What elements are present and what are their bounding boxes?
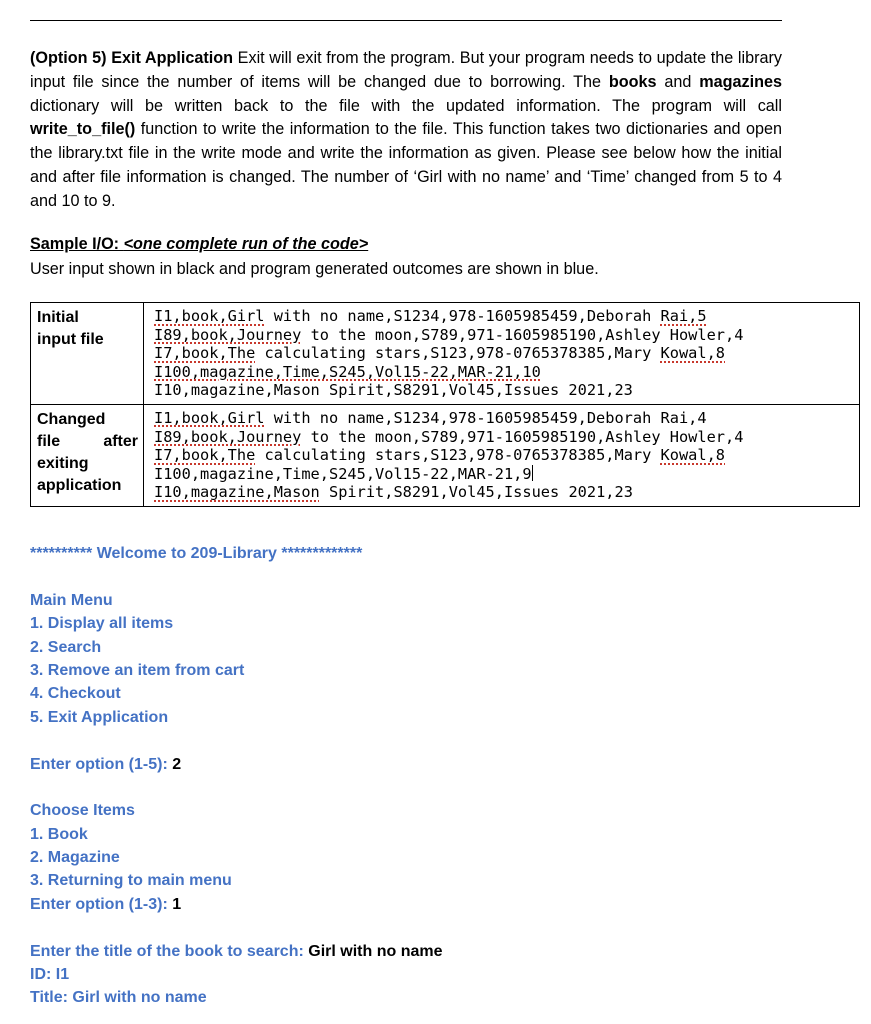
enter-option-input: 2	[172, 755, 182, 773]
changed-row	[31, 404, 860, 506]
changed-label-line2	[37, 431, 138, 453]
file-line-segment: I7,book,The	[154, 344, 256, 363]
file-line	[154, 465, 859, 484]
spacer	[30, 916, 442, 939]
changed-file-content	[144, 404, 860, 506]
file-line	[154, 428, 859, 447]
option5-paragraph	[30, 47, 782, 214]
file-line-segment: with no name,S1234,978-1605985459,Deborah	[264, 307, 661, 325]
file-line	[154, 307, 859, 326]
file-line	[154, 326, 859, 345]
option5-label: (Option 5) Exit Application	[30, 49, 234, 67]
sample-io-heading	[30, 233, 368, 257]
file-line-segment: Kowal,8	[660, 446, 725, 465]
file-line-segment: I7,book,The	[154, 446, 256, 465]
spacer	[30, 565, 442, 588]
file-line	[154, 344, 859, 363]
welcome-banner: ********** Welcome to 209-Library *************	[30, 545, 363, 562]
choose-item: 3. Returning to main menu	[30, 872, 232, 890]
paragraph-text-4: function to write the information to the file. This function takes two dictionaries and open the library.txt file in the write mode and write the information as given. Please see below how the initial and after file information is changed. The number of ‘Girl with no name’ and ‘Time’ changed from 5 to 4 and 10 to 9.	[30, 120, 782, 210]
sample-io-note: User input shown in black and program generated outcomes are shown in blue.	[30, 260, 599, 278]
changed-label-file: file	[37, 432, 61, 450]
file-line-segment: I89,book,Journey	[154, 427, 302, 446]
changed-label-line4: application	[37, 476, 122, 494]
choose-items-title: Choose Items	[30, 802, 135, 820]
title-search-input: Girl with no name	[308, 942, 443, 960]
file-line	[154, 483, 859, 502]
file-line-segment: I10,magazine,Mason	[154, 483, 320, 502]
file-line-segment: I1,book,Girl	[154, 307, 265, 325]
file-line-segment: I89,book,Journey	[154, 325, 302, 344]
initial-label	[31, 303, 144, 405]
changed-label	[31, 404, 144, 506]
initial-label-line1: Initial	[37, 309, 79, 326]
spacer	[30, 729, 442, 752]
file-line-segment: I10,magazine,Mason Spirit,S8291,Vol45,Issues 2021,23	[154, 381, 633, 400]
initial-file-content	[144, 303, 860, 405]
file-line-segment: with no name,S1234,978-1605985459,Deborah Rai,4	[264, 408, 707, 427]
file-line-segment: calculating stars,S123,978-0765378385,Mary	[255, 344, 661, 363]
file-line-segment: I100,magazine,Time,S245,Vol15-22,MAR-21,9	[154, 464, 532, 483]
file-line	[154, 446, 859, 465]
choose-item: 1. Book	[30, 825, 88, 843]
magazines-keyword: magazines	[699, 72, 782, 91]
file-line-segment: Kowal,8	[660, 344, 725, 363]
write-to-file-keyword: write_to_file()	[30, 120, 136, 139]
file-line-segment: I100,magazine,Time,S245,Vol15-22,MAR-21,10	[154, 362, 541, 381]
changed-label-line1: Changed	[37, 410, 106, 428]
file-line-segment: to the moon,S789,971-1605985190,Ashley Howler,4	[301, 427, 744, 446]
file-line-segment: calculating stars,S123,978-0765378385,Mary	[255, 446, 661, 465]
file-line	[154, 409, 859, 428]
enter-option-prompt: Enter option (1-5):	[30, 755, 173, 773]
main-menu-item: 1. Display all items	[30, 615, 174, 633]
paragraph-text-2: and	[656, 72, 700, 91]
sample-io-subtitle: <one complete run of the code>	[123, 235, 369, 253]
file-comparison-table	[30, 302, 860, 507]
changed-label-after: after	[103, 432, 138, 450]
choose-item: 2. Magazine	[30, 849, 120, 867]
main-menu-item: 5. Exit Application	[30, 708, 169, 726]
file-line	[154, 381, 859, 400]
books-keyword: books	[608, 72, 657, 91]
file-line-segment: Rai,5	[660, 307, 707, 325]
top-divider	[30, 20, 782, 21]
main-menu-item: 4. Checkout	[30, 685, 121, 703]
result-id: ID: I1	[30, 966, 70, 984]
sample-io-label: Sample I/O:	[30, 235, 124, 253]
enter-option2-line	[30, 893, 442, 916]
main-menu-item: 2. Search	[30, 638, 102, 656]
main-menu-item: 3. Remove an item from cart	[30, 661, 245, 679]
enter-option-line	[30, 753, 442, 776]
changed-label-line3: exiting	[37, 454, 89, 472]
file-line-segment: I1,book,Girl	[154, 408, 265, 427]
enter-option2-prompt: Enter option (1-3):	[30, 895, 173, 913]
file-line-segment: Spirit,S8291,Vol45,Issues 2021,23	[319, 483, 633, 502]
text-cursor	[532, 465, 533, 481]
title-search-prompt: Enter the title of the book to search:	[30, 942, 309, 960]
title-search-line	[30, 940, 442, 963]
file-line	[154, 363, 859, 382]
spacer	[30, 776, 442, 799]
paragraph-text-3: dictionary will be written back to the file with the updated information. The program will call	[30, 96, 782, 115]
paragraph-text-1: Exit will exit from the program. But your program needs to update the library input file since the number of items will be changed due to borrowing. The	[30, 49, 782, 91]
file-line-segment: to the moon,S789,971-1605985190,Ashley Howler,4	[301, 325, 744, 344]
main-menu-title: Main Menu	[30, 591, 113, 609]
initial-row	[31, 303, 860, 405]
sample-console-output	[30, 542, 442, 1010]
result-title: Title: Girl with no name	[30, 989, 207, 1007]
initial-label-line2: input file	[37, 331, 104, 348]
enter-option2-input: 1	[172, 895, 182, 913]
